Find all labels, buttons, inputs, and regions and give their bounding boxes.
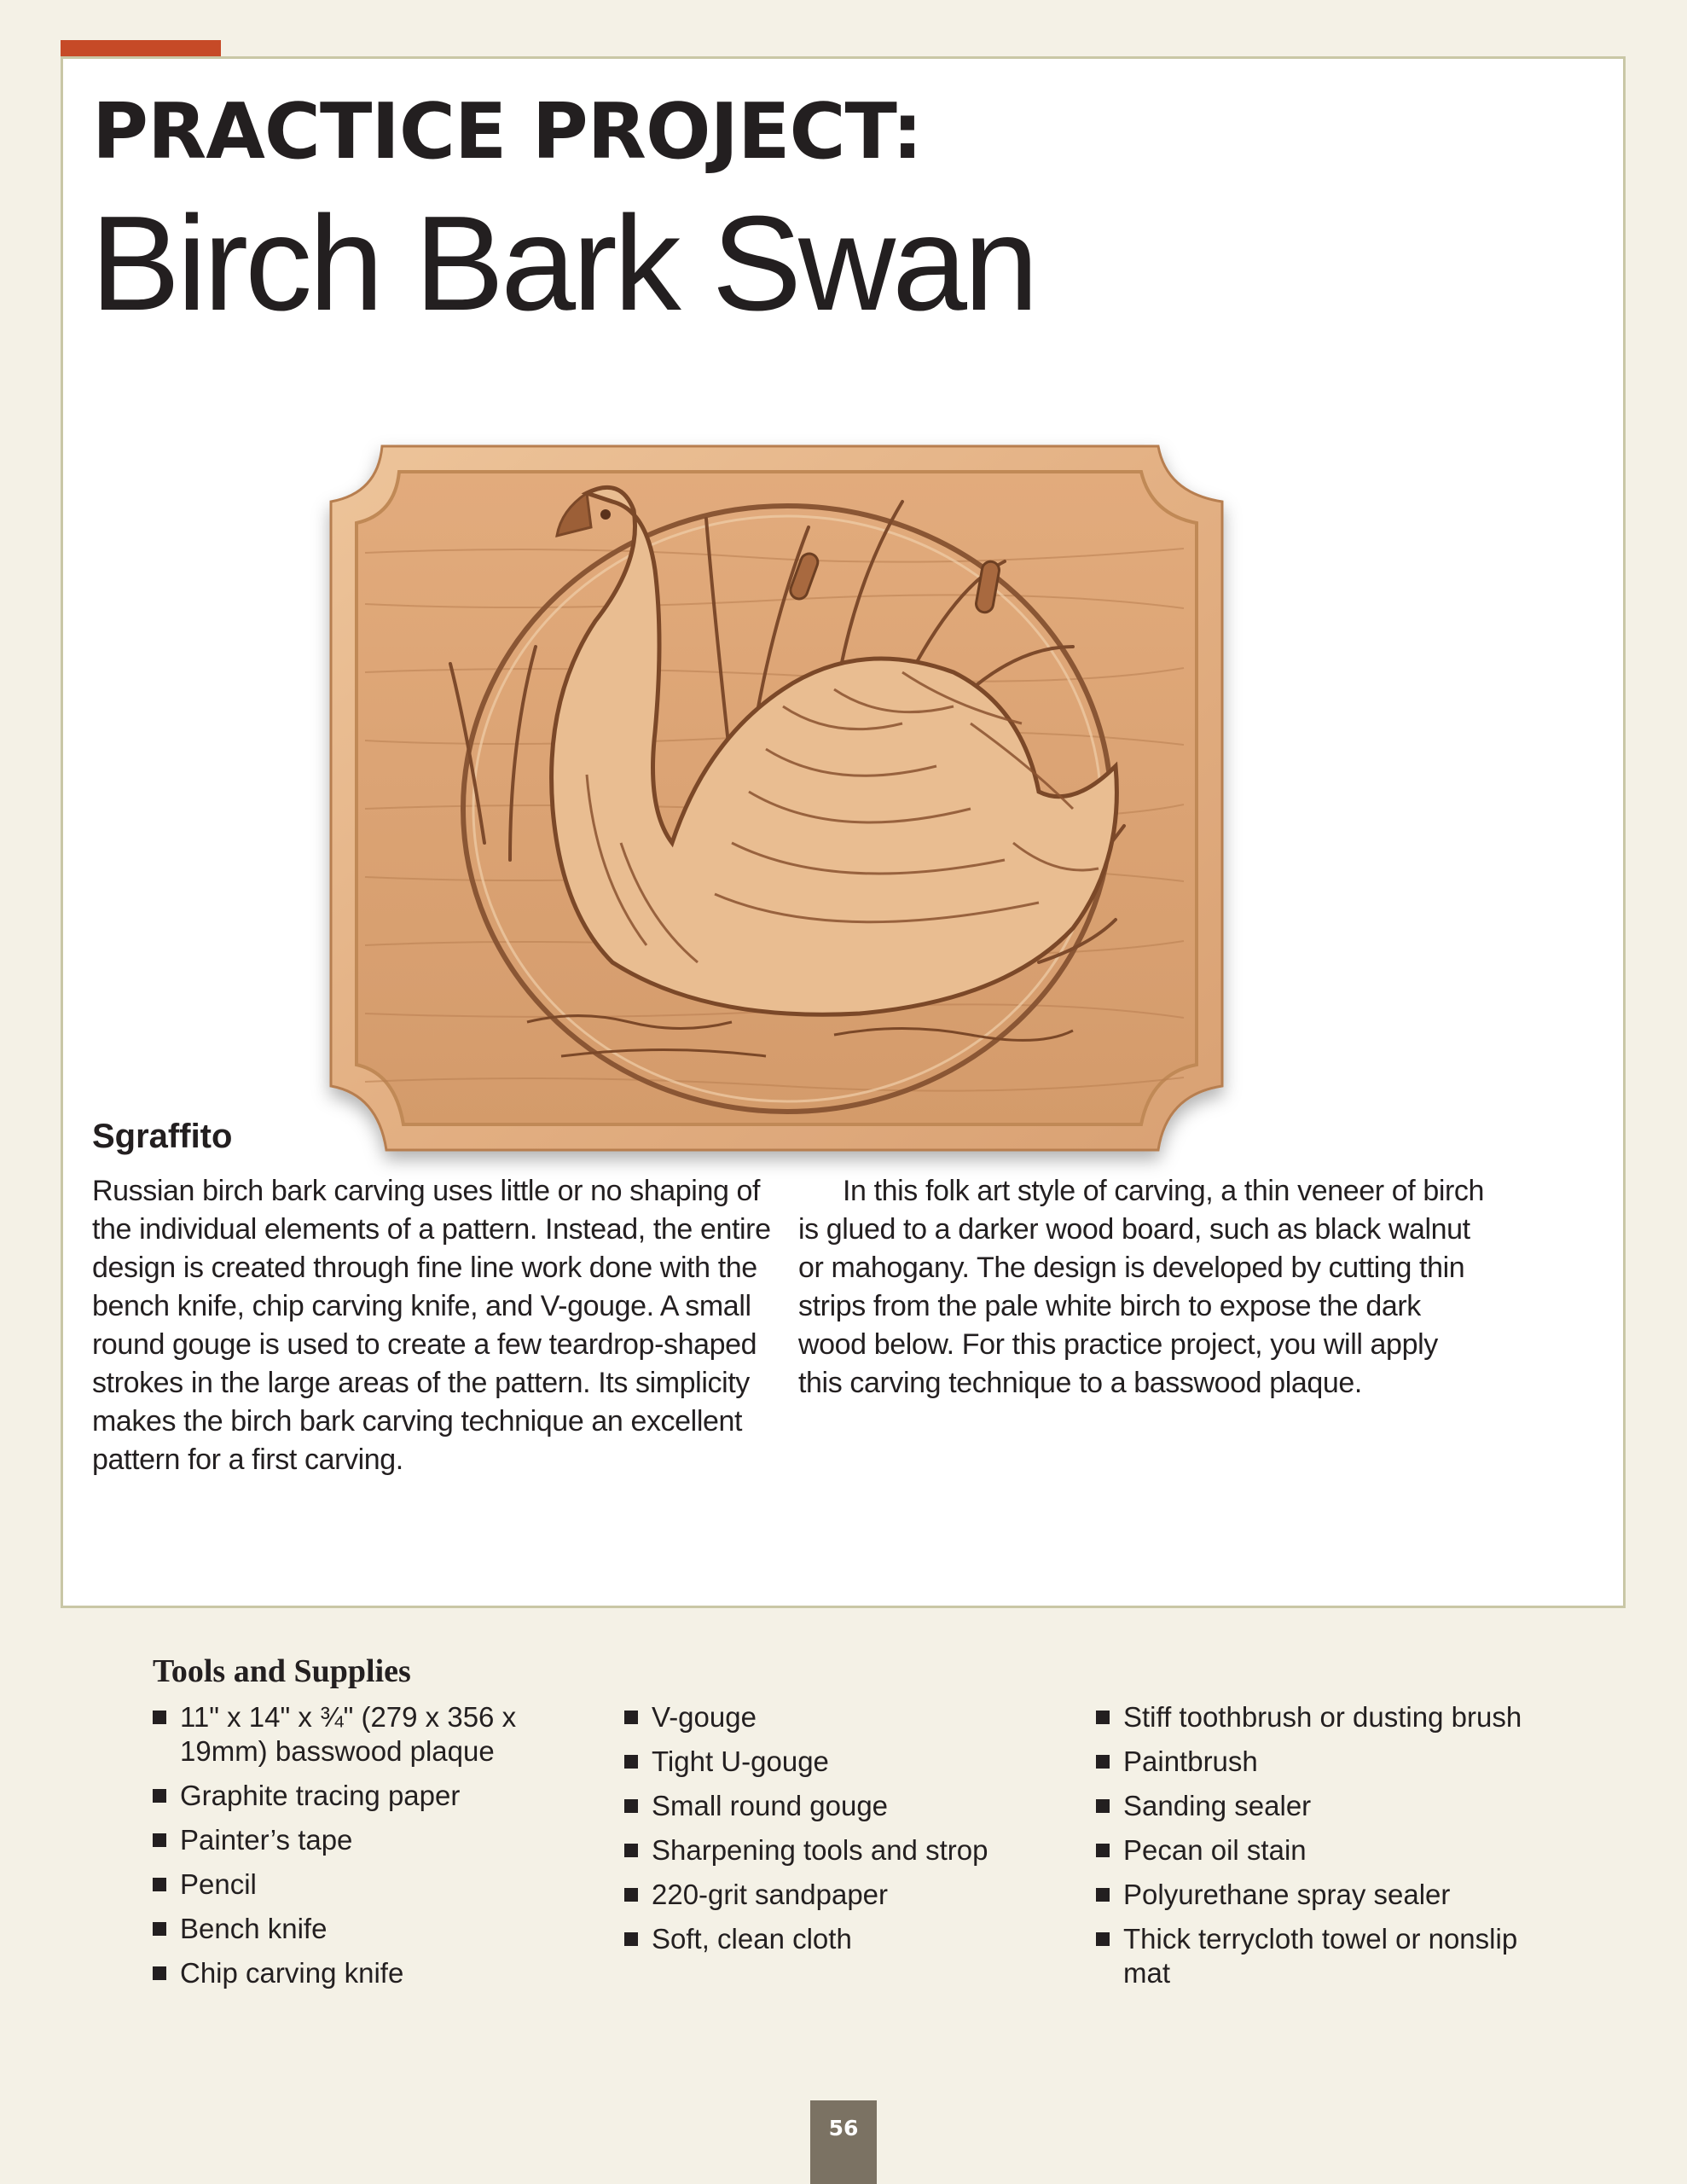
project-kicker: PRACTICE PROJECT: (92, 87, 922, 177)
list-item: Tight U-gouge (624, 1745, 1068, 1779)
list-item: 220-grit sandpaper (624, 1878, 1068, 1912)
square-bullet-icon (624, 1711, 638, 1724)
square-bullet-icon (624, 1888, 638, 1902)
sgraffito-paragraph-right: In this folk art style of carving, a thin veneer of birch is glued to a darker wood board, such as black walnut or mahogany. The design is developed by cutting thin strips from the pale white birch to expose the dark wood below. For this practice project, you will apply this carving technique to a basswood plaque. (798, 1175, 1485, 1399)
list-item: V-gouge (624, 1700, 1068, 1734)
square-bullet-icon (624, 1844, 638, 1857)
list-item: Pecan oil stain (1096, 1833, 1539, 1867)
project-title: Birch Bark Swan (90, 189, 1035, 339)
square-bullet-icon (1096, 1799, 1110, 1813)
tools-list-column-1 (153, 1700, 596, 2001)
list-item: Pencil (153, 1867, 596, 1902)
sgraffito-paragraph-left: Russian birch bark carving uses little or no shaping of the individual elements of a pattern. Instead, the entire design is created through fine line work done with the bench knife, chip carving knife, and V-gouge. A small round gouge is used to create a few teardrop-shaped strokes in the large areas of the pattern. Its simplicity makes the birch bark carving technique an excellent pattern for a first carving. (92, 1175, 771, 1476)
swan-plaque-photo (305, 365, 1312, 1188)
list-item: Chip carving knife (153, 1956, 596, 1990)
list-item: Painter’s tape (153, 1823, 596, 1857)
sgraffito-heading: Sgraffito (92, 1118, 233, 1155)
list-item: 11" x 14" x ¾" (279 x 356 x 19mm) basswood plaque (153, 1700, 596, 1769)
square-bullet-icon (1096, 1888, 1110, 1902)
list-item: Small round gouge (624, 1789, 1068, 1823)
list-item: Graphite tracing paper (153, 1779, 596, 1813)
list-item: Soft, clean cloth (624, 1922, 1068, 1956)
list-item: Bench knife (153, 1912, 596, 1946)
square-bullet-icon (624, 1755, 638, 1769)
list-item: Paintbrush (1096, 1745, 1539, 1779)
square-bullet-icon (1096, 1755, 1110, 1769)
square-bullet-icon (153, 1833, 166, 1847)
accent-bar (61, 40, 221, 57)
square-bullet-icon (153, 1711, 166, 1724)
square-bullet-icon (624, 1799, 638, 1813)
square-bullet-icon (153, 1966, 166, 1980)
tools-list-column-3 (1096, 1700, 1539, 2001)
square-bullet-icon (1096, 1844, 1110, 1857)
page-number: 56 (810, 2100, 877, 2184)
list-item: Stiff toothbrush or dusting brush (1096, 1700, 1539, 1734)
square-bullet-icon (624, 1932, 638, 1946)
square-bullet-icon (1096, 1932, 1110, 1946)
tools-list-column-2 (624, 1700, 1068, 1966)
square-bullet-icon (153, 1878, 166, 1891)
square-bullet-icon (153, 1789, 166, 1803)
square-bullet-icon (1096, 1711, 1110, 1724)
list-item: Sanding sealer (1096, 1789, 1539, 1823)
list-item: Polyurethane spray sealer (1096, 1878, 1539, 1912)
tools-heading: Tools and Supplies (153, 1653, 411, 1689)
list-item: Sharpening tools and strop (624, 1833, 1068, 1867)
list-item: Thick terrycloth towel or nonslip mat (1096, 1922, 1539, 1990)
square-bullet-icon (153, 1922, 166, 1936)
